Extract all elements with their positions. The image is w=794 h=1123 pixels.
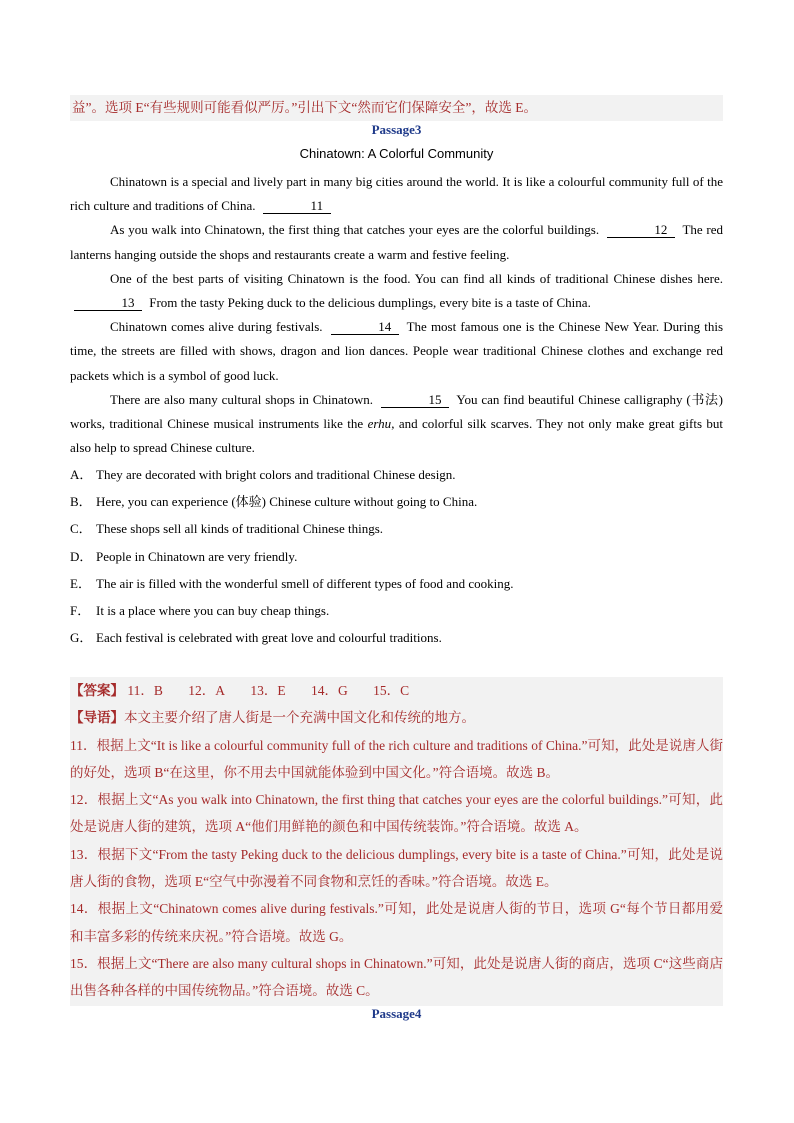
answer-tag: 【答案】 xyxy=(70,683,124,698)
paragraph: As you walk into Chinatown, the first thing that catches your eyes are the colorful buildings. 12 The red lanterns hanging outside the shops and restaurants create a warm and festive feeling. xyxy=(70,222,724,262)
answer-explanation-section xyxy=(70,677,723,1006)
guide-row: 【导语】本文主要介绍了唐人街是一个充满中国文化和传统的地方。 xyxy=(70,710,475,726)
answer-item: 15．C xyxy=(373,683,410,698)
explanation-item: 13．根据下文“From the tasty Peking duck to the delicious dumplings, every bite is a taste of China.”可知，此处是说唐人街的食物，选项 E“空气中弥漫着不同食物和烹饪的香味。”符合语境。故选 E。 xyxy=(70,846,723,890)
paragraph: Chinatown is a special and lively part in many big cities around the world. It is like a colourful community full of the rich culture and traditions of China. 11 xyxy=(70,174,723,214)
article-body xyxy=(70,170,723,460)
article-title: Chinatown: A Colorful Community xyxy=(299,146,494,161)
explanation-item: 12．根据上文“As you walk into Chinatown, the first thing that catches your eyes are the colorful buildings.”可知，此处是说唐人街的建筑，选项 A“他们用鲜艳的颜色和中国传统装饰。”符合语境。故选 A。 xyxy=(70,792,723,835)
explanation-item: 14．根据上文“Chinatown comes alive during festivals.”可知，此处是说唐人街的节日，选项 G“每个节日都用爱和丰富多彩的传统来庆祝。”符合语境。故选 G。 xyxy=(70,901,723,944)
passage-heading: Passage4 xyxy=(371,1006,422,1021)
paragraph: There are also many cultural shops in Chinatown. 15 You can find beautiful Chinese calligraphy (书法) works, traditional Chinese musical instruments like the erhu, and colorful silk scarves. They not only make great gifts but also help to spread Chinese culture. xyxy=(70,391,724,456)
answer-blank: 13 xyxy=(74,296,142,311)
answer-item: 13．E xyxy=(250,683,286,698)
option-item: G． Each festival is celebrated with great love and colourful traditions. xyxy=(70,630,442,646)
option-item: B． Here, you can experience (体验) Chinese culture without going to China. xyxy=(70,494,478,510)
option-item: C． These shops sell all kinds of traditional Chinese things. xyxy=(70,521,384,537)
explanation-item: 11．根据上文“It is like a colourful community full of the rich culture and traditions of China.”可知，此处是说唐人街的好处，选项 B“在这里，你不用去中国就能体验到中国文化。”符合语境。故选 B。 xyxy=(70,737,723,780)
options-list xyxy=(70,461,723,651)
option-item: D． People in Chinatown are very friendly. xyxy=(70,548,298,564)
passage-heading: Passage3 xyxy=(371,122,422,137)
answer-blank: 11 xyxy=(263,199,331,214)
answer-item: 12．A xyxy=(188,683,226,698)
previous-explanation-tail: 益”。选项 E“有些规则可能看似严厉。”引出下文“然而它们保障安全”，故选 E。 xyxy=(70,95,723,121)
option-item: A． They are decorated with bright colors and traditional Chinese design. xyxy=(70,467,456,482)
option-item: E． The air is filled with the wonderful smell of different types of food and cooking. xyxy=(70,575,514,591)
answer-key-row xyxy=(70,677,723,704)
answer-item: 14．G xyxy=(311,683,348,698)
answer-item: 11．B xyxy=(127,683,163,698)
answer-blank: 14 xyxy=(331,320,399,335)
option-item: F． It is a place where you can buy cheap things. xyxy=(70,602,330,618)
paragraph: Chinatown comes alive during festivals. 14 The most famous one is the Chinese New Year. During this time, the streets are filled with shows, dragon and lion dances. People wear traditional Chinese clothes and exchange red packets which is a symbol of good luck. xyxy=(70,319,724,383)
answer-blank: 15 xyxy=(381,393,449,408)
explanation-item: 15．根据上文“There are also many cultural shops in Chinatown.”可知，此处是说唐人街的商店，选项 C“这些商店出售各种各样的中国传统物品。”符合语境。故选 C。 xyxy=(70,955,723,999)
guide-tag: 【导语】 xyxy=(70,710,124,726)
answer-blank: 12 xyxy=(607,223,675,238)
paragraph: One of the best parts of visiting Chinatown is the food. You can find all kinds of traditional Chinese dishes here. 13 From the tasty Peking duck to the delicious dumplings, every bite is a taste of China. xyxy=(70,267,723,315)
